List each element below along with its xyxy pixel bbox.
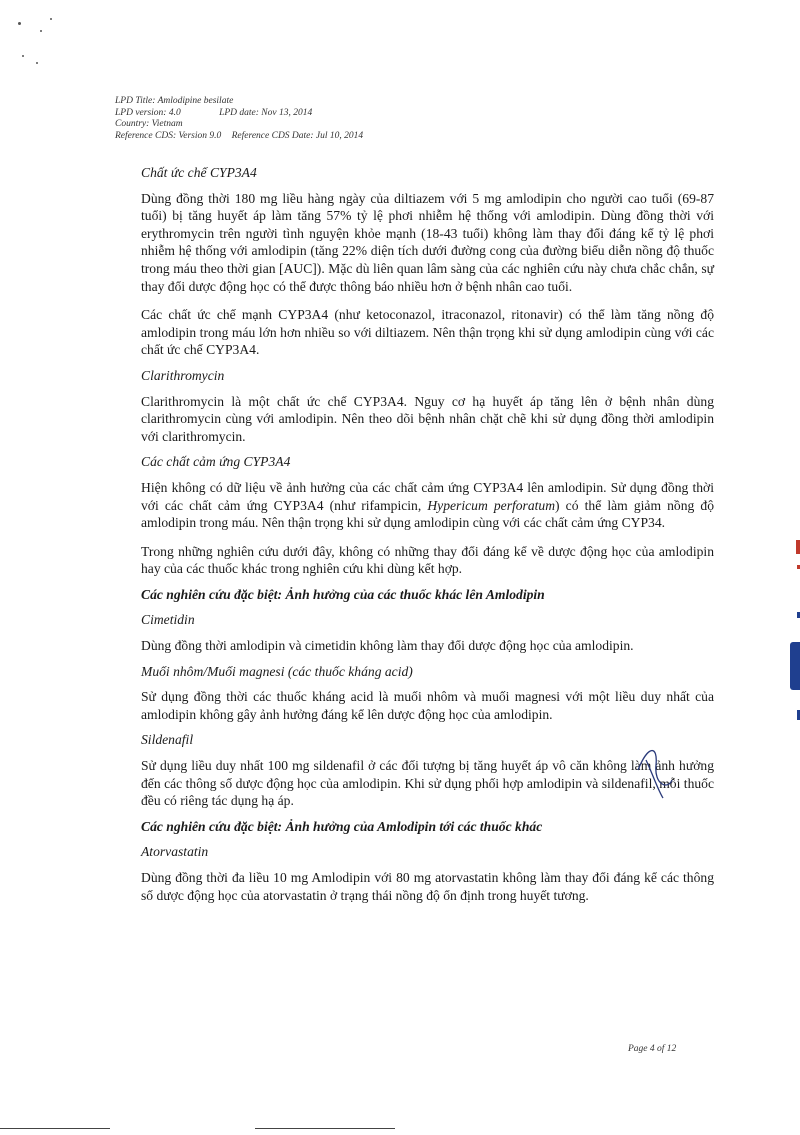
paragraph: Clarithromycin là một chất ức chế CYP3A4. Nguy cơ hạ huyết áp tăng lên ở bệnh nhân dùng clarithromycin cùng với amlodipin. Nên theo dõi bệnh nhân chặt chẽ khi sử dụng đồng thời amlodipin với clarithromycin. [141,393,714,444]
handwritten-initial-icon [628,740,678,800]
heading-sildenafil: Sildenafil [141,732,194,748]
lpd-date: LPD date: Nov 13, 2014 [219,107,313,118]
document-body [141,164,714,915]
paragraph: Dùng đồng thời amlodipin và cimetidin không làm thay đổi dược động học của amlodipin. [141,638,634,654]
scan-speck [22,55,24,57]
species-name: Hypericum perforatum [427,497,556,513]
heading-special-studies-other-drugs: Các nghiên cứu đặc biệt: Ảnh hưởng của các thuốc khác lên Amlodipin [141,586,545,602]
heading-cyp3a4-inducers: Các chất cảm ứng CYP3A4 [141,454,291,470]
scan-speck [36,62,38,64]
reference-cds-date: Reference CDS Date: Jul 10, 2014 [231,130,364,141]
paragraph: Các chất ức chế mạnh CYP3A4 (như ketoconazol, itraconazol, ritonavir) có thể làm tăng nồng độ amlodipin trong máu lớn hơn nhiều so với diltiazem. Nên thận trọng khi sử dụng amlodipin cùng với các chất ức chế CYP3A4. [141,307,714,358]
heading-cyp3a4-inhibitors: Chất ức chế CYP3A4 [141,165,257,180]
heading-clarithromycin: Clarithromycin [141,367,225,383]
heading-antacids: Muối nhôm/Muối magnesi (các thuốc kháng acid) [141,663,413,679]
lpd-title: LPD Title: Amlodipine besilate [115,96,234,106]
paragraph: Dùng đồng thời đa liều 10 mg Amlodipin với 80 mg atorvastatin không làm thay đổi đáng kể các thông số dược động học của atorvastatin ở trạng thái nồng độ ổn định trong huyết tương. [141,870,714,903]
paragraph: Trong những nghiên cứu dưới đây, không có những thay đổi đáng kể về dược động học của amlodipin hay của các thuốc khác trong nghiên cứu khi dùng kết hợp. [141,543,714,577]
paragraph-text: ) có thể làm giảm nồng độ amlodipin trong máu. Nên thận trọng khi sử dụng amlodipin cùng với các chất cảm ứng CYP34. [141,497,715,531]
paragraph-text: Hiện không có dữ liệu về ảnh hưởng của các chất cảm ứng CYP3A4 lên amlodipin. Sử dụng đồng thời với các chất cảm ứng CYP3A4 (như rifampicin, [141,479,714,513]
heading-special-studies-amlodipine: Các nghiên cứu đặc biệt: Ảnh hưởng của Amlodipin tới các thuốc khác [141,818,543,834]
edge-mark-red [796,540,800,554]
paragraph: Sử dụng liều duy nhất 100 mg sildenafil ở các đối tượng bị tăng huyết áp vô căn không làm ảnh hưởng đến các thông số dược động học của amlodipin. Khi sử dụng phối hợp amlodipin và sildenafil, mỗi thuốc đều có riêng tác dụng hạ áp. [141,758,714,809]
reference-cds: Reference CDS: Version 9.0 [115,130,222,141]
edge-mark-blue [790,642,800,690]
footer-rule [0,1128,110,1129]
scan-speck [50,18,52,20]
paragraph [141,479,714,532]
heading-cimetidin: Cimetidin [141,612,195,628]
paragraph: Sử dụng đồng thời các thuốc kháng acid là muối nhôm và muối magnesi với một liều duy nhất của amlodipin không gây ảnh hưởng đáng kể lên dược động học của amlodipin. [141,689,714,722]
lpd-version: LPD version: 4.0 [115,107,181,118]
scan-speck [18,22,21,25]
paragraph: Dùng đồng thời 180 mg liều hàng ngày của diltiazem với 5 mg amlodipin cho người cao tuổi (69-87 tuổi) bị tăng huyết áp làm tăng 57% tỷ lệ phơi nhiễm hệ thống với amlodipin. Dùng đồng thời với erythromycin trên người tình nguyện khỏe mạnh (18-43 tuổi) không làm thay đổi đáng kể tỷ lệ phơi nhiễm hệ thống với amlodipin (tăng 22% diện tích dưới đường cong của đường biểu diễn nồng độ thuốc trong máu theo thời gian [AUC]). Mặc dù liên quan lâm sàng của các nghiên cứu này chưa chắc chắn, sự thay đổi dược động học có thể được thông báo nhiều hơn ở bệnh nhân cao tuổi. [141,190,714,294]
footer-rule [255,1128,395,1129]
document-header [115,96,363,142]
page-number: Page 4 of 12 [628,1044,677,1054]
scan-speck [40,30,42,32]
country: Country: Vietnam [115,119,183,129]
heading-atorvastatin: Atorvastatin [141,844,209,860]
